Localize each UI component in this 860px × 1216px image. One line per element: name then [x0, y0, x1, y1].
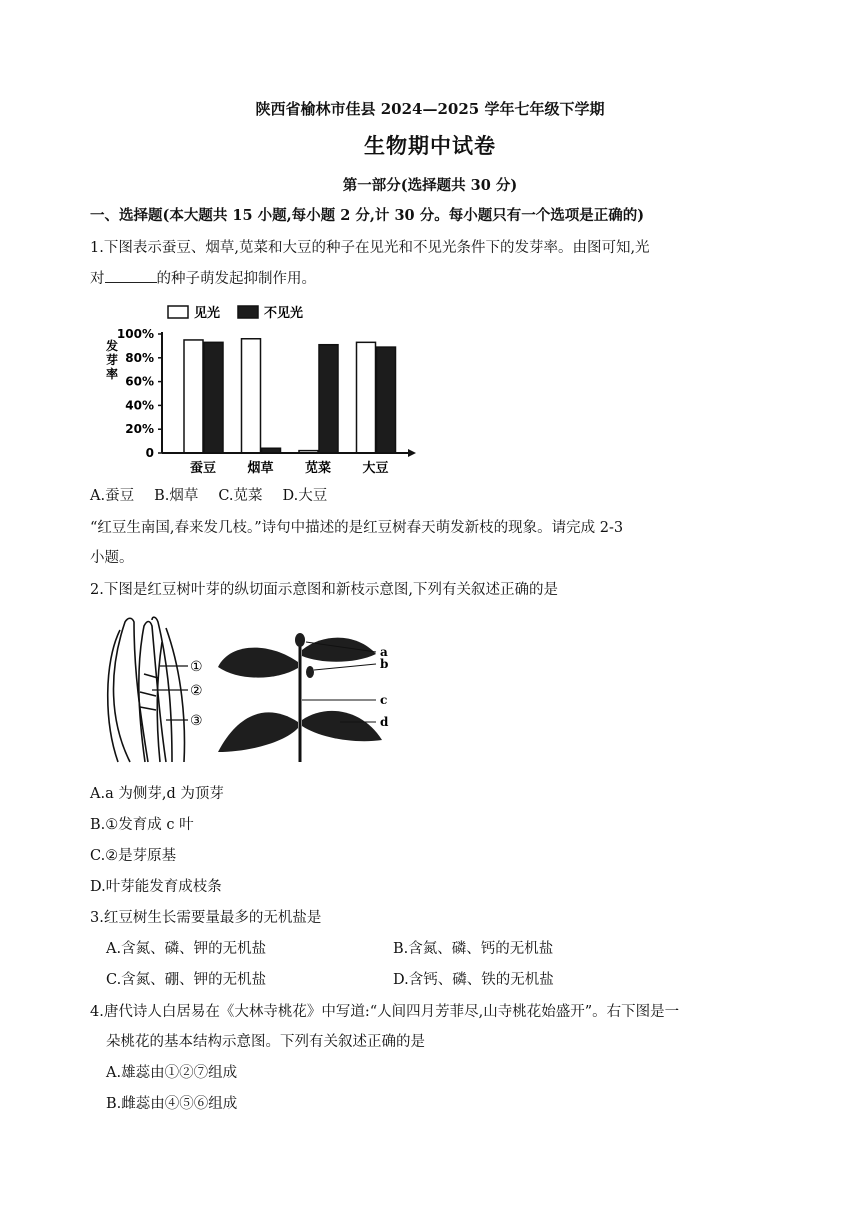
bar-light-2 [242, 339, 261, 453]
y-axis-label-1: 发 [106, 339, 119, 353]
q1-option-d[interactable]: D.大豆 [282, 488, 328, 504]
legend-label-light: 见光 [194, 306, 221, 321]
bar-dark-3 [319, 345, 338, 453]
new-branch [218, 633, 382, 762]
y-tick-label: 80% [125, 350, 154, 365]
q3-option-a[interactable]: A.含氮、磷、钾的无机盐 [106, 941, 267, 957]
answer-blank [105, 268, 157, 283]
exam-header-line: 陕西省榆林市佳县 2024—2025 学年七年级下学期 [255, 100, 605, 118]
q4-stem-line1: 4.唐代诗人白居易在《大林寺桃花》中写道:“人间四月芳菲尽,山寺桃花始盛开”。右下图是一 [90, 1004, 680, 1020]
q2-option-b[interactable]: B.①发育成 c 叶 [90, 817, 194, 833]
q3-option-d[interactable]: D.含钙、磷、铁的无机盐 [393, 972, 554, 988]
q1-stem-line2 [90, 268, 316, 289]
x-category-label: 蚕豆 [189, 461, 217, 476]
q2-option-a[interactable]: A.a 为侧芽,d 为顶芽 [90, 786, 224, 802]
q2-option-d[interactable]: D.叶芽能发育成枝条 [90, 879, 222, 895]
bud-label-3: ③ [190, 713, 203, 729]
part-heading: 第一部分(选择题共 30 分) [342, 177, 518, 194]
legend-swatch-dark [238, 306, 258, 318]
branch-label-a: a [380, 645, 388, 659]
q1-stem-pre: 对 [90, 271, 105, 287]
branch-label-b: b [380, 657, 389, 671]
bar-light-1 [184, 340, 203, 453]
x-category-label: 大豆 [362, 461, 389, 476]
y-tick-label: 0 [145, 446, 154, 460]
q1-stem-post: 的种子萌发起抑制作用。 [156, 271, 316, 287]
bar-light-4 [357, 342, 376, 453]
legend-label-dark: 不见光 [264, 306, 304, 321]
q3-stem: 3.红豆树生长需要量最多的无机盐是 [90, 910, 322, 926]
q4-option-a[interactable]: A.雄蕊由①②⑦组成 [106, 1065, 238, 1081]
y-tick-label: 40% [125, 398, 154, 413]
y-axis-label-3: 率 [106, 367, 119, 381]
q1-option-b[interactable]: B.烟草 [154, 488, 199, 504]
bar-dark-1 [204, 342, 223, 453]
q2-option-c[interactable]: C.②是芽原基 [90, 848, 177, 864]
q1-options [90, 486, 347, 506]
q1-option-a[interactable]: A.蚕豆 [90, 488, 135, 504]
x-category-label: 苋菜 [304, 461, 332, 476]
x-axis-arrow [408, 449, 416, 457]
bud-label-1: ① [190, 659, 203, 675]
intro-2-3-line2: 小题。 [90, 550, 134, 566]
bar-dark-4 [377, 347, 396, 453]
legend-swatch-light [168, 306, 188, 318]
q2-stem: 2.下图是红豆树叶芽的纵切面示意图和新枝示意图,下列有关叙述正确的是 [90, 582, 558, 598]
q4-stem-line2: 朵桃花的基本结构示意图。下列有关叙述正确的是 [106, 1034, 425, 1050]
branch-label-d: d [380, 715, 389, 729]
y-tick-label: 100% [116, 327, 154, 341]
germination-bar-chart [96, 298, 416, 478]
section-heading: 一、选择题(本大题共 15 小题,每小题 2 分,计 30 分。每小题只有一个选项是正确的) [90, 207, 645, 224]
branch-label-c: c [380, 693, 388, 707]
q1-option-c[interactable]: C.苋菜 [218, 488, 263, 504]
q4-option-b[interactable]: B.雌蕊由④⑤⑥组成 [106, 1096, 238, 1112]
q1-stem-line1: 1.下图表示蚕豆、烟草,苋菜和大豆的种子在见光和不见光条件下的发芽率。由图可知,光 [90, 240, 650, 256]
y-tick-label: 20% [125, 422, 154, 437]
y-axis-label-2: 芽 [106, 353, 119, 367]
bud-and-branch-diagram [100, 612, 400, 767]
leader-b [314, 664, 376, 670]
y-tick-label: 60% [125, 374, 154, 389]
intro-2-3-line1: “红豆生南国,春来发几枝。”诗句中描述的是红豆树春天萌发新枝的现象。请完成 2-3 [90, 520, 624, 536]
x-category-label: 烟草 [247, 461, 274, 476]
q3-option-b[interactable]: B.含氮、磷、钙的无机盐 [393, 941, 554, 957]
exam-title: 生物期中试卷 [364, 133, 496, 158]
q3-option-c[interactable]: C.含氮、硼、钾的无机盐 [106, 972, 267, 988]
bud-label-2: ② [190, 683, 203, 699]
